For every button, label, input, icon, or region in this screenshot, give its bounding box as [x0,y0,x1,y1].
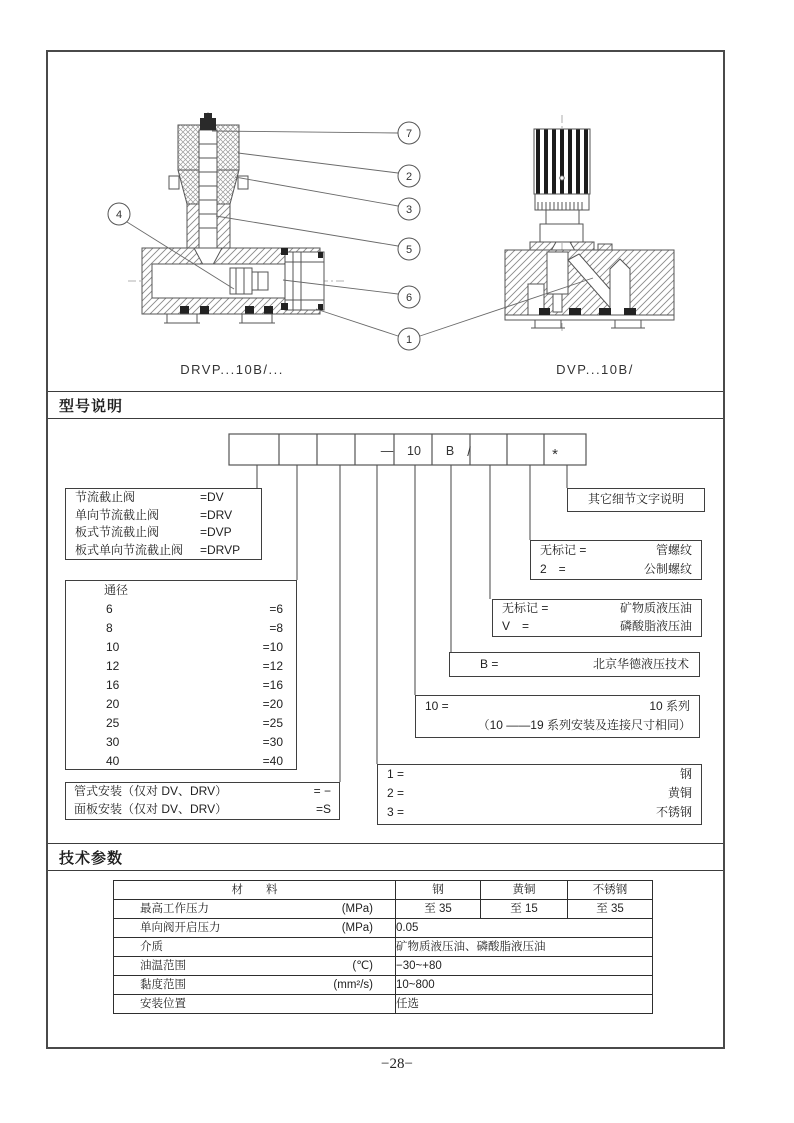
legend-row [493,618,701,636]
size-value: 12 [106,659,120,673]
tech-params-title: 技术参数 [59,849,124,867]
code-cell-star: * [552,446,558,463]
material-legend-box [377,764,702,825]
tech-params-table [113,880,653,1014]
size-code: =12 [262,659,283,673]
valve-type-legend-box [65,488,262,560]
valve-type-label: 单向节流截止阀 [75,507,160,522]
other-details-label: 其它细节文字说明 [587,492,684,506]
fluid-label: 磷酸脂液压油 [619,618,692,633]
valve-type-label: 节流截止阀 [75,490,136,504]
legend-row [66,542,261,560]
legend-row [416,696,699,716]
callout-5 [398,238,420,260]
size-code: =30 [262,735,283,749]
size-value: 30 [106,735,120,749]
legend-row [66,801,339,819]
legend-row [450,653,699,675]
mount-code: = − [313,784,331,798]
param-value: 至 35 [396,900,481,919]
fluid-legend-box [492,599,702,637]
param-label: 单向阀开启压力 [140,921,221,934]
legend-row [493,600,701,618]
material-code: 1 = [387,767,405,781]
callout-5-number: 5 [405,244,413,256]
section-model-designation-header [48,391,723,419]
size-title: 通径 [104,583,129,597]
thread-legend-box [530,540,702,580]
size-value: 16 [106,678,120,692]
header-material: 材 料 [114,881,396,900]
thread-code: 无标记 = [540,543,587,557]
valve-drawings [48,52,727,391]
param-label: 黏度范围 [140,978,186,991]
legend-row [66,524,261,542]
valve-type-label: 板式节流截止阀 [75,525,160,539]
callout-7 [398,122,420,144]
callout-6-number: 6 [405,292,413,304]
size-code: =6 [269,602,283,616]
param-value: −30~+80 [396,957,653,976]
param-label: 安装位置 [140,997,186,1010]
legend-row [66,695,296,714]
table-row [114,900,653,919]
fluid-label: 矿物质液压油 [619,601,692,615]
param-value: 至 35 [568,900,653,919]
mounting-legend-box [65,782,340,820]
thread-label: 公制螺纹 [643,561,692,576]
mount-code: =S [315,801,331,816]
legend-row [66,638,296,657]
mount-label: 管式安装（仅对 DV、DRV） [74,784,228,798]
material-code: 3 = [387,805,405,819]
valve-type-code: =DRV [200,507,233,522]
fluid-code: V = [502,618,530,633]
page-frame [46,50,725,1049]
header-steel: 钢 [396,881,481,900]
fluid-code: 无标记 = [502,601,549,615]
mount-label: 面板安装（仅对 DV、DRV） [74,801,228,816]
callout-1-number: 1 [405,334,413,346]
table-row [114,976,653,995]
section-tech-params-header [48,843,723,871]
code-cell-size: 10 [407,444,421,458]
size-code: =16 [262,678,283,692]
callout-4-number: 4 [115,209,123,221]
param-unit: (MPa) [341,902,373,915]
param-value: 10~800 [396,976,653,995]
callout-6 [398,286,420,308]
model-designation-title: 型号说明 [59,397,124,415]
left-figure-caption: DRVP...10B/... [180,362,284,377]
callout-3-number: 3 [405,204,413,216]
brand-legend-box [449,652,700,677]
series-label: 10 系列 [649,699,690,713]
size-code: =20 [262,697,283,711]
other-details-box [567,488,705,512]
right-figure-caption: DVP...10B/ [556,362,634,377]
param-value: 任选 [396,995,653,1014]
legend-row [66,714,296,733]
table-row [114,938,653,957]
table-row [114,919,653,938]
legend-row [66,619,296,638]
legend-row [66,657,296,676]
valve-type-code: =DRVP [200,542,241,557]
param-label: 油温范围 [140,959,186,972]
legend-row [531,541,701,560]
size-value: 25 [106,716,120,730]
code-slash: / [467,445,471,459]
table-header-row [114,881,653,900]
callout-7-number: 7 [405,128,413,140]
legend-row [66,600,296,619]
material-label: 钢 [679,767,692,781]
header-stainless: 不锈钢 [568,881,653,900]
legend-row [378,765,701,784]
size-code: =8 [269,621,283,635]
param-unit [373,939,395,956]
param-unit: (MPa) [341,921,373,934]
param-value: 至 15 [481,900,568,919]
size-value: 10 [106,640,120,654]
legend-row [378,784,701,803]
legend-row [66,489,261,507]
valve-type-code: =DVP [200,525,232,539]
param-label: 最高工作压力 [140,902,209,915]
table-row [114,995,653,1014]
size-value: 8 [106,621,113,635]
page-number: −28− [381,1056,413,1072]
material-code: 2 = [387,786,405,800]
legend-row [66,752,296,771]
legend-row [531,560,701,579]
valve-type-code: =DV [200,490,224,504]
series-note: （10 ——19 系列安装及连接尺寸相同） [477,718,691,732]
material-label: 黄铜 [667,786,692,800]
size-code: =10 [262,640,283,654]
code-cell-brand: B [445,444,455,458]
table-row [114,957,653,976]
drvp-valve-drawing [128,112,344,323]
series-legend-box [415,695,700,738]
size-code: =25 [262,716,283,730]
header-brass: 黄铜 [481,881,568,900]
size-legend-box [65,580,297,770]
param-unit: (℃) [352,959,373,972]
callout-3 [398,198,420,220]
callout-4 [108,203,130,225]
param-unit: (mm²/s) [333,978,373,991]
thread-code: 2 = [540,561,566,576]
callout-2 [398,165,420,187]
callout-1 [398,328,420,350]
material-label: 不锈钢 [655,805,692,819]
brand-code: B = [480,657,499,671]
param-unit [373,996,395,1013]
code-dash: — [380,444,394,458]
legend-row [66,507,261,525]
legend-row [66,676,296,695]
legend-row [378,803,701,822]
valve-type-label: 板式单向节流截止阀 [75,542,184,557]
param-label: 介质 [140,940,163,953]
param-value: 矿物质液压油、磷酸脂液压油 [396,938,653,957]
size-value: 20 [106,697,120,711]
param-value: 0.05 [396,919,653,938]
brand-label: 北京华德液压技术 [592,657,689,671]
thread-label: 管螺纹 [655,543,692,557]
legend-row [66,783,339,801]
size-code: =40 [262,754,283,768]
size-value: 40 [106,754,120,768]
legend-row [66,733,296,752]
size-value: 6 [106,602,113,616]
series-code: 10 = [425,699,449,713]
callout-2-number: 2 [405,171,413,183]
